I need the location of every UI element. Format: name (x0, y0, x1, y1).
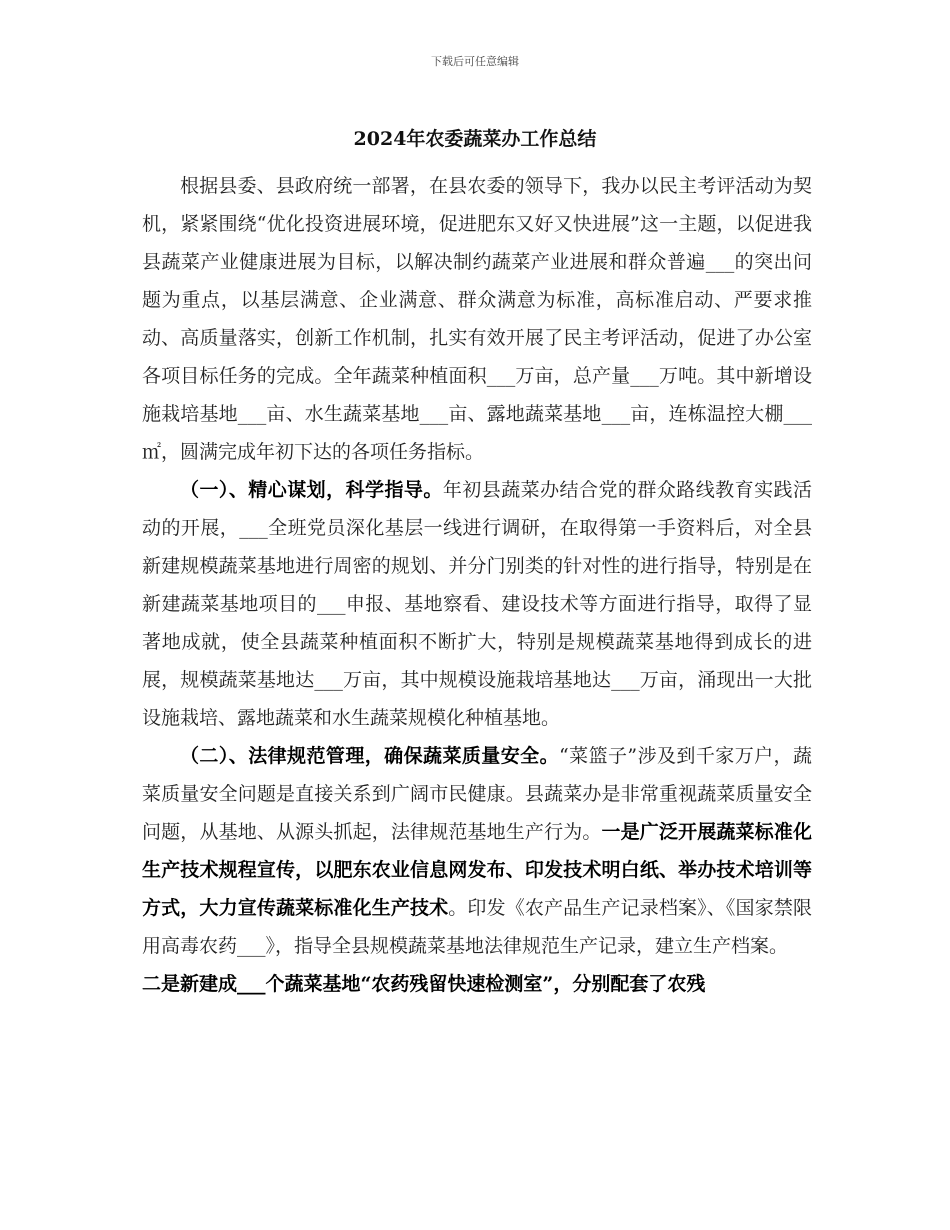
section-2-text: “菜篮子”涉及到千家万户，蔬菜质量安全问题是直接关系到广阔市民健康。县蔬菜办是非常重视蔬菜质量安全问题，从基地、从源头抓起，法律规范基地生产行为。 (142, 745, 812, 843)
document-title: 2024年农委蔬菜办工作总结 (353, 128, 597, 150)
paragraph-point-2 (142, 965, 812, 1003)
section-2-heading: （二）、法律规范管理，确保蔬菜质量安全。 (180, 745, 560, 767)
section-1-text: 年初县蔬菜办结合党的群众路线教育实践活动的开展，___全班党员深化基层一线进行调研，在取得第一手资料后，对全县新建规模蔬菜基地进行周密的规划、并分门别类的针对性的进行指导，特别是在新建蔬菜基地项目的___申报、基地察看、建设技术等方面进行指导，取得了显著地成就，使全县蔬菜种植面积不断扩大，特别是规模蔬菜基地得到成长的进展，规模蔬菜基地达___万亩，其中规模设施栽培基地达___万亩，涌现出一大批设施栽培、露地蔬菜和水生蔬菜规模化种植基地。 (142, 479, 812, 729)
document-body (142, 167, 812, 1003)
point-2-bold: 二是新建成___个蔬菜基地“农药残留快速检测室”，分别配套了农残 (142, 973, 706, 995)
paragraph-intro: 根据县委、县政府统一部署，在县农委的领导下，我办以民主考评活动为契机，紧紧围绕“优化投资进展环境，促进肥东又好又快进展”这一主题，以促进我县蔬菜产业健康进展为目标，以解决制约蔬菜产业进展和群众普遍___的突出问题为重点，以基层满意、企业满意、群众满意为标准，高标准启动、严要求推动、高质量落实，创新工作机制，扎实有效开展了民主考评活动，促进了办公室各项目标任务的完成。全年蔬菜种植面积___万亩，总产量___万吨。其中新增设施栽培基地___亩、水生蔬菜基地___亩、露地蔬菜基地___亩，连栋温控大棚___㎡，圆满完成年初下达的各项任务指标。 (142, 175, 812, 463)
section-1-heading: （一）、精心谋划，科学指导。 (180, 479, 443, 501)
section-2-bold-point: 一是广泛开展蔬菜标准化生产技术规程宣传，以肥东农业信息网发布、印发技术明白纸、举办技术培训等方式，大力宣传蔬菜标准化生产技术 (142, 821, 812, 919)
paragraph-section-1 (142, 471, 812, 737)
section-2-text-cont: 。印发《农产品生产记录档案》、《国家禁限用高毒农药___》，指导全县规模蔬菜基地法律规范生产记录，建立生产档案。 (142, 897, 812, 957)
paragraph-section-2 (142, 737, 812, 965)
page-header: 下载后可任意编辑 (431, 55, 519, 68)
